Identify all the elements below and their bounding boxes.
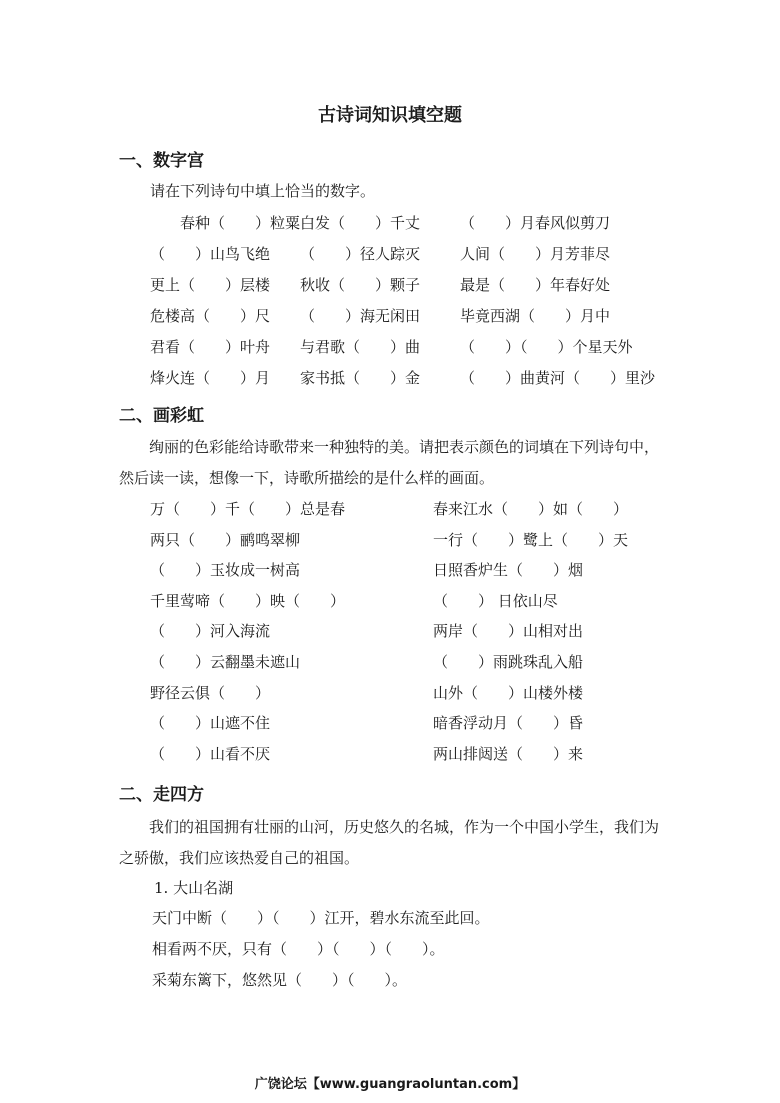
poem-blank-line: 烽火连（ ）月 [150,369,271,387]
poem-blank-line: 最是（ ）年春好处 [460,276,611,294]
page-title: 古诗词知识填空题 [318,105,462,126]
poem-blank-line: 暗香浮动月（ ）昏 [433,714,584,733]
section-2-heading: 二、画彩虹 [119,406,204,426]
poem-blank-line: 山外（ ）山楼外楼 [433,683,584,702]
poem-blank-line: 春来江水（ ）如（ ） [433,500,629,518]
poem-blank-line: 危楼高（ ）尺 [150,307,271,325]
number-row [150,212,710,232]
poem-blank-line: 更上（ ）层楼 [150,276,271,294]
poem-blank-line: 家书抵（ ）金 [300,369,421,387]
footer: 广饶论坛【www.guangraoluntan.com】 [254,1077,526,1092]
poem-blank-line: （ ）（ ）个星天外 [460,338,633,356]
number-row [150,305,710,325]
poem-blank-line: 两岸（ ）山相对出 [433,622,584,641]
section-3-line: 相看两不厌，只有（ ）（ ）（ ）。 [152,940,445,958]
color-row [150,559,710,579]
poem-blank-line: 白发（ ）千丈 [300,214,421,232]
poem-blank-line: （ ）海无闲田 [300,307,421,325]
poem-blank-line: 千里莺啼（ ）映（ ） [150,591,346,610]
color-row [150,651,710,671]
number-row [150,367,710,387]
poem-blank-line: 与君歌（ ）曲 [300,338,421,356]
poem-blank-line: （ ）月春风似剪刀 [460,214,611,232]
number-row [150,243,710,263]
poem-blank-line: （ ）玉妆成一树高 [150,561,301,580]
poem-blank-line: 秋收（ ）颗子 [300,276,421,294]
section-3-line: 采菊东篱下，悠然见（ ）（ ）。 [152,971,408,989]
poem-blank-line: （ ）曲黄河（ ）里沙 [460,369,656,387]
section-3-line: 天门中断（ ）（ ）江开，碧水东流至此回。 [152,909,490,927]
poem-blank-line: （ ）山看不厌 [150,744,271,763]
number-row [150,274,710,294]
poem-blank-line: （ ）云翻墨未遮山 [150,653,301,671]
poem-blank-line: 万（ ）千（ ）总是春 [150,500,346,518]
number-row [150,336,710,356]
color-row [150,498,710,518]
poem-blank-line: （ ）径人踪灭 [300,245,421,263]
section-3-heading: 二、走四方 [119,785,204,805]
color-row [150,529,710,549]
color-row [150,712,710,732]
section-1-intro: 请在下列诗句中填上恰当的数字。 [150,182,376,200]
poem-blank-line: （ ）山鸟飞绝 [150,245,271,263]
poem-blank-line: 毕竟西湖（ ）月中 [460,307,611,325]
color-row [150,590,710,610]
color-row [150,620,710,640]
color-row [150,682,710,702]
section-3-intro: 我们的祖国拥有壮丽的山河，历史悠久的名城，作为一个中国小学生，我们为之骄傲，我们应该热爱自己的祖国。 [119,818,660,867]
section-2-intro: 绚丽的色彩能给诗歌带来一种独特的美。请把表示颜色的词填在下列诗句中，然后读一读，想像一下，诗歌所描绘的是什么样的画面。 [119,438,660,487]
poem-blank-line: 人间（ ）月芳菲尽 [460,245,611,263]
poem-blank-line: （ ）雨跳珠乱入船 [433,653,584,671]
poem-blank-line: 两山排闼送（ ）来 [433,744,584,763]
color-row [150,743,710,763]
section-3-subheading: 1. 大山名湖 [154,879,234,897]
poem-blank-line: （ ） 日依山尽 [433,591,558,610]
poem-blank-line: 两只（ ）鹂鸣翠柳 [150,530,301,549]
poem-blank-line: 一行（ ）鹭上（ ）天 [433,530,629,549]
section-1-heading: 一、数字宫 [119,151,204,171]
poem-blank-line: 君看（ ）叶舟 [150,338,271,356]
poem-blank-line: 春种（ ）粒粟 [180,214,301,232]
poem-blank-line: （ ）山遮不住 [150,714,271,733]
poem-blank-line: 野径云俱（ ） [150,683,271,702]
poem-blank-line: 日照香炉生（ ）烟 [433,561,584,580]
poem-blank-line: （ ）河入海流 [150,622,271,641]
